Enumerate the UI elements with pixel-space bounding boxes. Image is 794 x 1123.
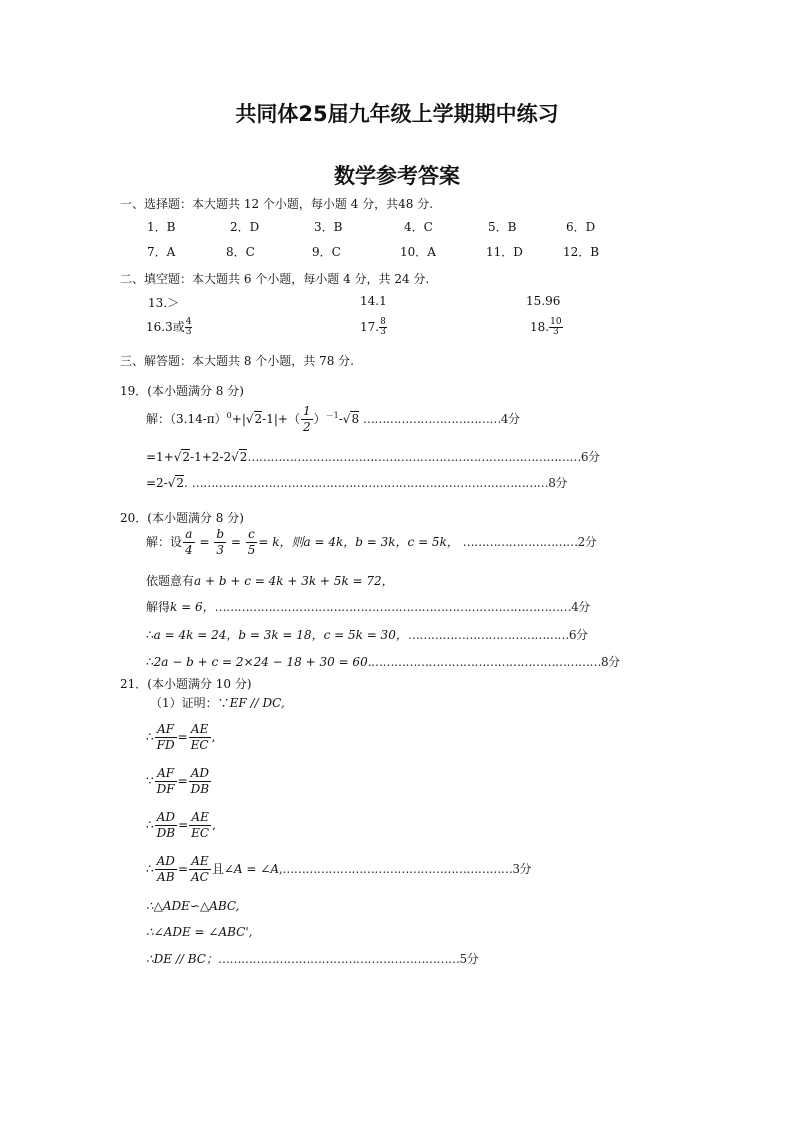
q21-step-4: ∴ $\frac{AD}{DB}$ = $\frac{AE}{EC}$ ,: [146, 810, 216, 840]
fraction: $\frac{b}{3}$: [216, 527, 225, 557]
fraction: $\frac{AF}{FD}$: [156, 722, 175, 752]
fraction: $\frac{AD}{DB}$: [156, 810, 176, 840]
q20-step-4: ∴a = 4k = 24，b = 3k = 18，c = 5k = 30，……………………………………6分: [146, 628, 588, 642]
mc-answer: 1．B: [147, 220, 176, 234]
fraction: $\frac{c}{5}$: [247, 527, 256, 557]
q19-step-1: 解：$(3.14-\pi)^0+|√2-1|+$（ $\frac{1}{2}$ ）$^{-1}$-√8 ………………………………4分: [146, 404, 520, 434]
q19-step-3: =2-√2. …………………………………………………………………………………8分: [146, 476, 567, 490]
section-solutions-heading: 三、解答题：本大题共 8 个小题，共 78 分.: [120, 354, 354, 368]
mc-answer: 7．A: [147, 245, 176, 259]
q21-heading: 21．(本小题满分 10 分): [120, 677, 252, 691]
q21-step-5: ∴ $\frac{AD}{AB}$ = $\frac{AE}{AC}$ 且∠A = ∠A,……………………………………………………3分: [146, 854, 531, 884]
q20-heading: 20．(本小题满分 8 分): [120, 511, 244, 525]
document-title: 共同体25届九年级上学期期中练习: [235, 102, 559, 126]
mc-answer: 12．B: [563, 245, 600, 259]
q20-step-1: 解：设 $\frac{a}{4}$ = $\frac{b}{3}$ = $\frac{c}{5}$ = k，则a = 4k，b = 3k，c = 5k， …………………………2分: [146, 527, 597, 557]
q20-step-3: 解得k = 6，…………………………………………………………………………………4分: [146, 600, 590, 614]
fraction: $\frac{AD}{DB}$: [190, 766, 210, 796]
fraction: $\frac{8}{3}$: [380, 317, 386, 337]
document-subtitle: 数学参考答案: [334, 164, 460, 188]
section-fill-blank-heading: 二、填空题：本大题共 6 个小题，每小题 4 分，共 24 分.: [120, 272, 430, 286]
mc-answer: 4．C: [404, 220, 433, 234]
q19-step-2: =1+√2-1+2-2√2……………………………………………………………………………6分: [146, 450, 600, 464]
q20-step-2: 依题意有a + b + c = 4k + 3k + 5k = 72，: [146, 574, 394, 588]
mc-answer: 11．D: [486, 245, 523, 259]
mc-answer: 9．C: [312, 245, 341, 259]
mc-answer: 5．B: [488, 220, 517, 234]
fill-answer-16: 16.3或 $\frac{4}{3}$: [146, 317, 192, 337]
fraction: $\frac{AE}{EC}$: [190, 722, 209, 752]
fraction: $\frac{AE}{AC}$: [191, 854, 209, 884]
fraction: $\frac{AF}{DF}$: [156, 766, 175, 796]
fill-answer-14: 14.1: [360, 294, 387, 308]
fraction: $\frac{AE}{EC}$: [191, 810, 210, 840]
mc-answer: 8．C: [226, 245, 255, 259]
section-multiple-choice-heading: 一、选择题：本大题共 12 个小题，每小题 4 分，共48 分.: [120, 197, 434, 211]
fill-answer-15: 15.96: [526, 294, 561, 308]
mc-answer: 2．D: [230, 220, 260, 234]
mc-answer: 6．D: [566, 220, 596, 234]
q21-step-6: ∴△ADE∽△ABC,: [146, 899, 240, 913]
fraction: $\frac{10}{3}$: [550, 317, 562, 337]
q21-step-8: ∴DE // BC；………………………………………………………5分: [146, 952, 479, 966]
q21-step-2: ∴ $\frac{AF}{FD}$ = $\frac{AE}{EC}$ ,: [146, 722, 216, 752]
fill-answer-18: 18. $\frac{10}{3}$: [530, 317, 562, 337]
fraction: $\frac{4}{3}$: [185, 317, 192, 337]
q19-heading: 19．(本小题满分 8 分): [120, 384, 244, 398]
q21-step-3: ∵ $\frac{AF}{DF}$ = $\frac{AD}{DB}$: [146, 766, 210, 796]
q21-step-7: ∴∠ADE = ∠ABC',: [146, 925, 253, 939]
q20-step-5: ∴2a − b + c = 2×24 − 18 + 30 = 60.……………………………………………………8分: [146, 655, 620, 669]
fraction: $\frac{a}{4}$: [185, 527, 193, 557]
fraction: $\frac{1}{2}$: [302, 404, 311, 434]
fill-answer-17: 17. $\frac{8}{3}$: [360, 317, 386, 337]
fill-answer-13: 13.＞: [148, 296, 180, 310]
q21-step-1: （1）证明：∵EF // DC,: [150, 696, 285, 710]
fraction: $\frac{AD}{AB}$: [156, 854, 175, 884]
mc-answer: 3．B: [314, 220, 343, 234]
mc-answer: 10．A: [400, 245, 436, 259]
